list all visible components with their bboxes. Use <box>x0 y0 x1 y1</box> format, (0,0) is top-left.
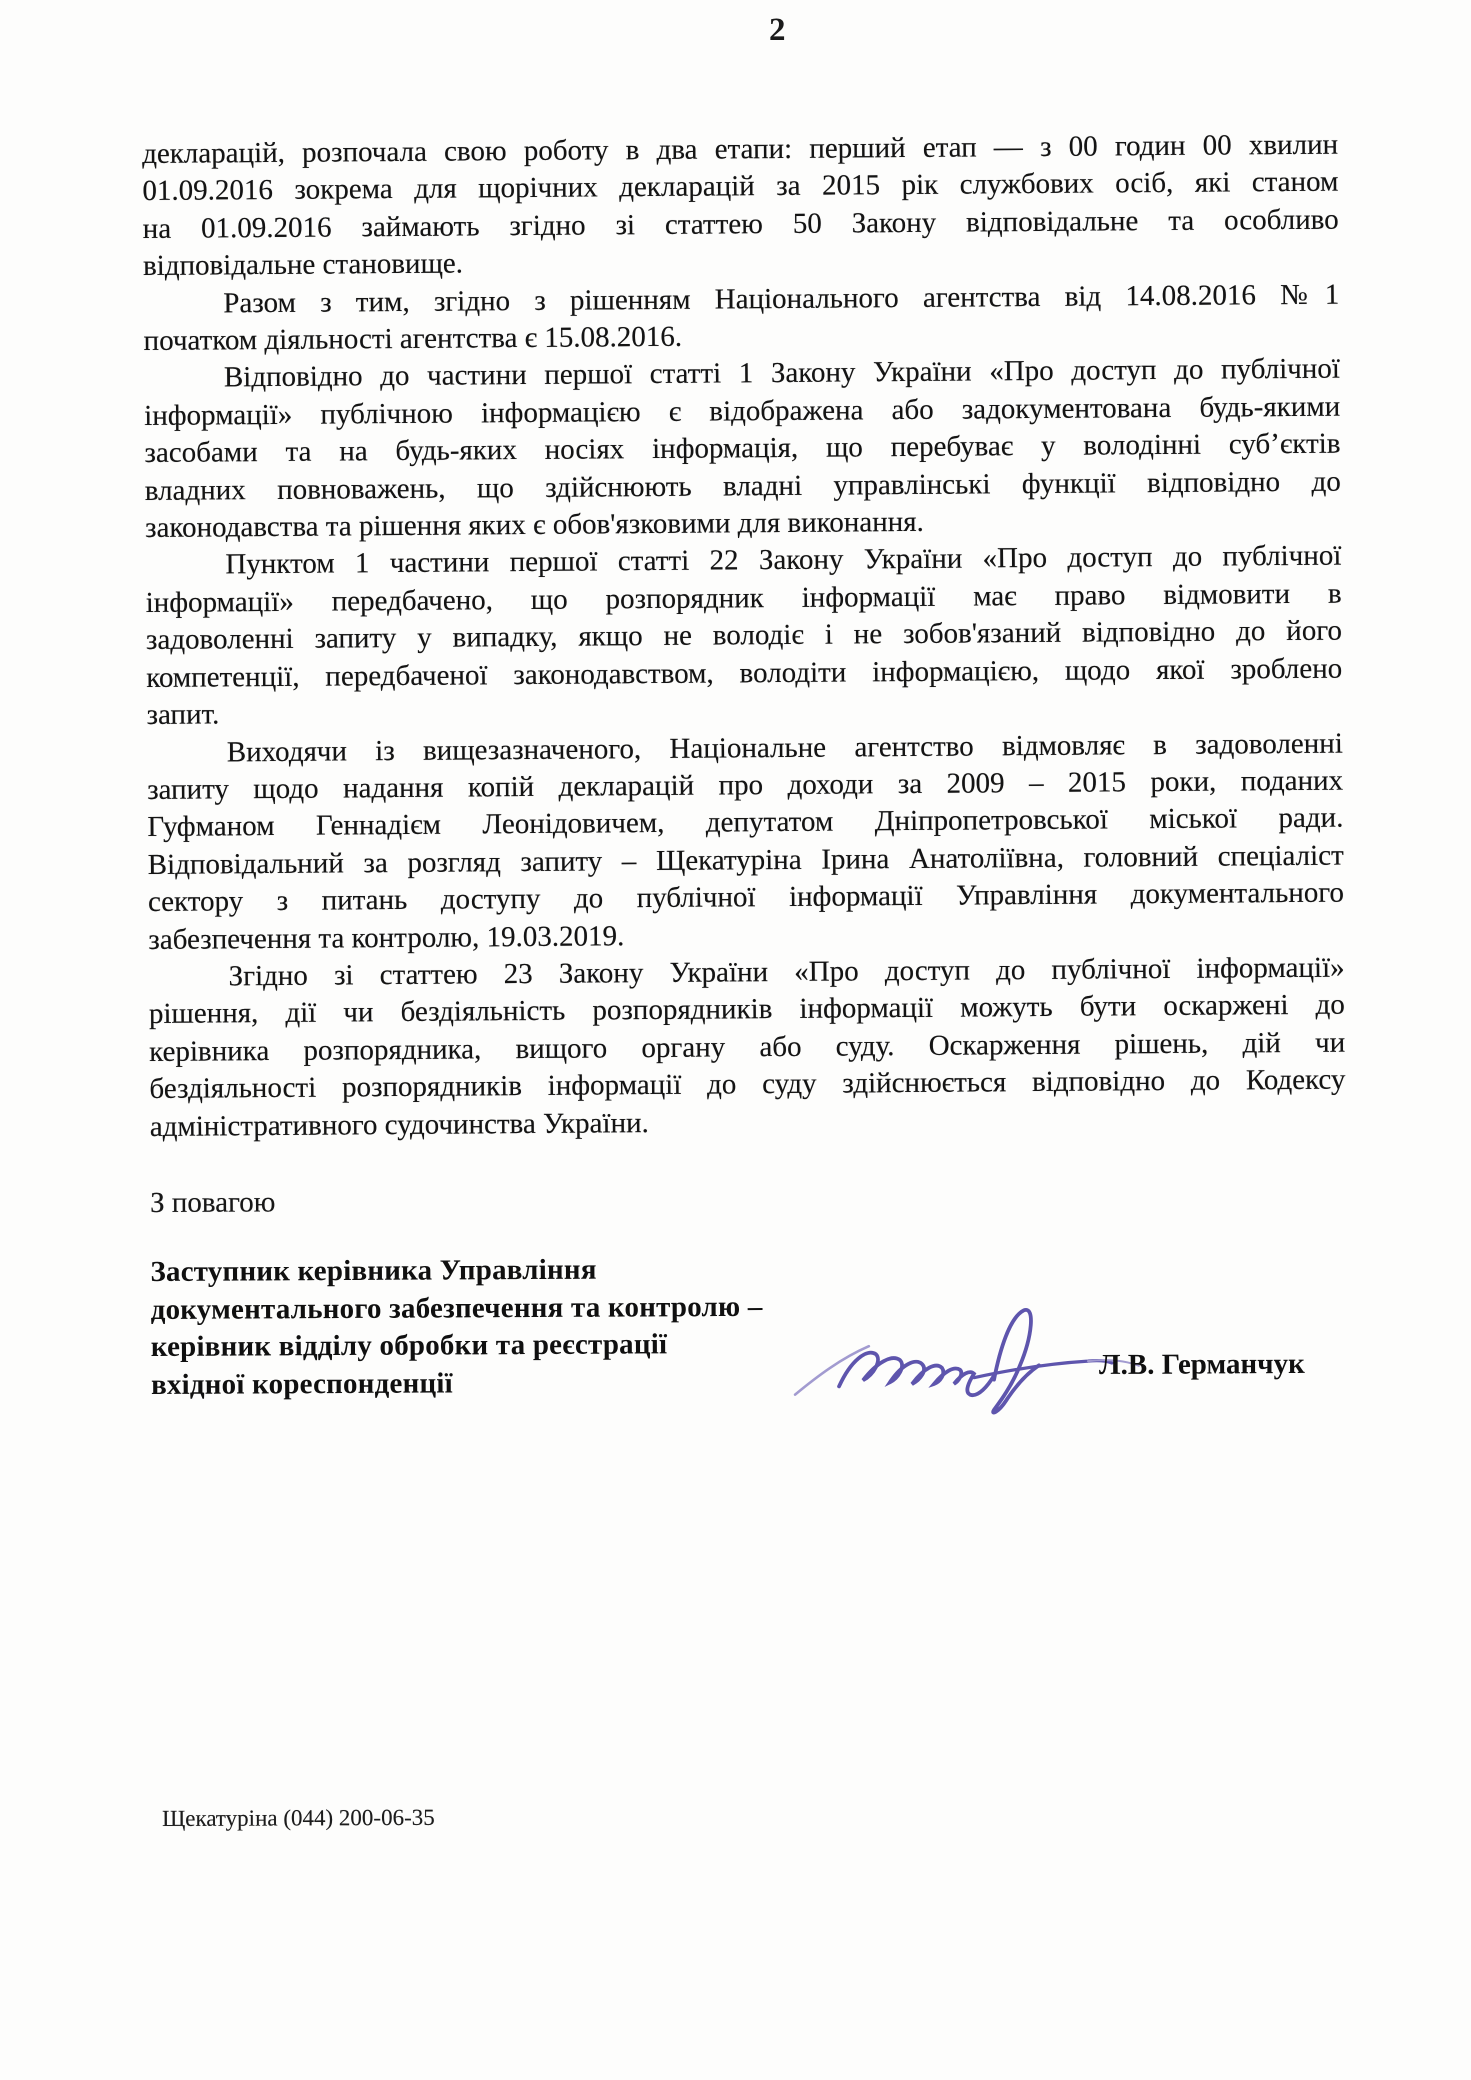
body-line: керівника розпорядника, вищого органу або суду. Оскарження рішень, дій чи <box>149 1026 1346 1068</box>
body-line: декларацій, розпочала свою роботу в два етапи: перший етап — з 00 годин 00 хвилин <box>142 128 1339 170</box>
body-line: забезпечення та контролю, 19.03.2019. <box>148 919 625 956</box>
signature-stroke <box>795 1346 869 1394</box>
body-line: на 01.09.2016 займають згідно зі статтею 50 Закону відповідальне та особливо <box>142 203 1339 245</box>
salutation: З повагою <box>150 1186 276 1219</box>
body-line: владних повноважень, що здійснюють владні управлінські функції відповідно до <box>144 465 1341 507</box>
signer-title-line: Заступник керівника Управління <box>150 1253 597 1288</box>
body-line: Відповідно до частини першої статті 1 Закону України «Про доступ до публічної <box>223 353 1340 394</box>
signer-title-line: вхідної кореспонденції <box>150 1366 453 1401</box>
signature-stroke <box>839 1352 994 1396</box>
body-line: відповідальне становище. <box>142 247 464 283</box>
body-line: компетенції, передбаченої законодавством, володіти інформацією, щодо якої зроблено <box>146 652 1343 694</box>
signature-stroke <box>993 1310 1040 1413</box>
signer-title-line: документального забезпечення та контролю – <box>150 1290 763 1326</box>
body-line: засобами та на будь-яких носіях інформація, що перебуває у володінні суб’єктів <box>144 427 1341 470</box>
signer-title-line: керівник відділу обробки та реєстрації <box>150 1328 668 1363</box>
body-line: бездіяльності розпорядників інформації до суду здійснюється відповідно до Кодексу <box>149 1063 1346 1106</box>
body-line: законодавства та рішення яких є обов'язковими для виконання. <box>144 505 924 545</box>
signer-name: Л.В. Германчук <box>1098 1347 1305 1382</box>
body-line: інформації» передбачено, що розпорядник інформації має право відмовити в <box>145 577 1342 619</box>
body-line: Разом з тим, згідно з рішенням Національного агентства від 14.08.2016 №1 <box>223 278 1340 319</box>
body-line: Гуфманом Геннадієм Леонідовичем, депутатом Дніпропетровської міської ради. <box>147 801 1344 844</box>
body-line: запиту щодо надання копій декларацій про доходи за 2009 – 2015 роки, поданих <box>147 764 1344 806</box>
body-line: Виходячи із вищезазначеного, Національне агентство відмовляє в задоволенні <box>226 727 1343 768</box>
body-line: сектору з питань доступу до публічної інформації Управління документального <box>147 876 1345 919</box>
body-line: Пунктом 1 частини першої статті 22 Закону України «Про доступ до публічної <box>225 540 1342 581</box>
body-line: інформації» публічною інформацією є відображена або задокументована будь-якими <box>144 390 1341 432</box>
body-line: задоволенні запиту у випадку, якщо не володіє і не зобов'язаний відповідно до його <box>145 614 1343 657</box>
body-line: адміністративного судочинства України. <box>149 1106 649 1143</box>
body-line: рішення, дії чи бездіяльність розпорядників інформації можуть бути оскаржені до <box>148 988 1345 1031</box>
body-line: Згідно зі статтею 23 Закону України «Про доступ до публічної інформації» <box>228 951 1345 993</box>
closing-block <box>150 1179 1431 1404</box>
body-line: запит. <box>146 698 220 732</box>
footer-contact: Щекатуріна (044) 200-06-35 <box>162 1804 435 1831</box>
body-line: початком діяльності агентства є 15.08.2016. <box>143 320 683 358</box>
handwritten-signature <box>791 1301 1144 1425</box>
document-body <box>142 127 1346 1146</box>
page-number: 2 <box>769 12 786 48</box>
body-line: Відповідальний за розгляд запиту – Щекатуріна Ірина Анатоліївна, головний спеціаліст <box>147 839 1344 881</box>
body-line: 01.09.2016 зокрема для щорічних декларацій за 2015 рік службових осіб, які станом <box>142 166 1339 208</box>
